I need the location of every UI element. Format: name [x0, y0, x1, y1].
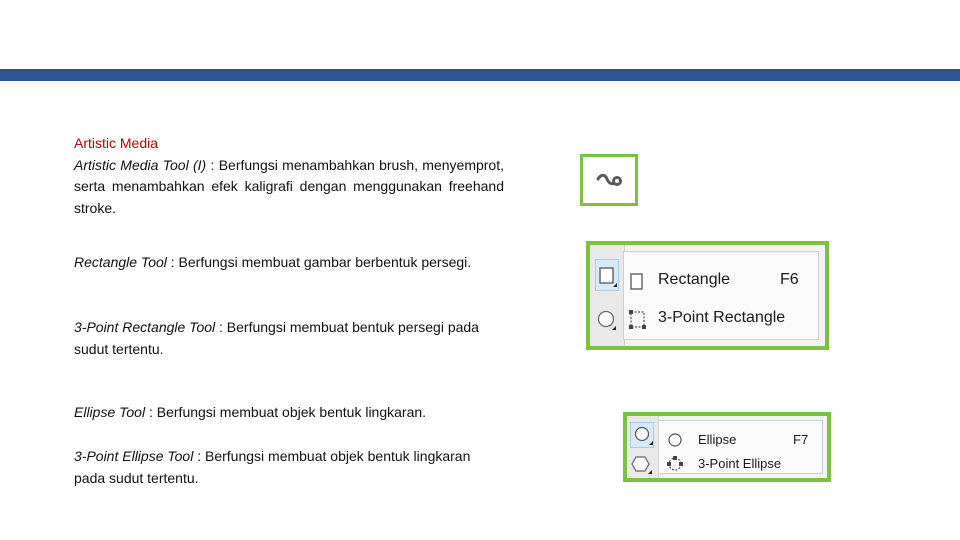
menu-item-rectangle-label: Rectangle	[658, 271, 731, 288]
ellipse-toolbox-icon	[631, 423, 655, 449]
menu-item-three-point-ellipse-label: 3-Point Ellipse	[698, 456, 782, 471]
ellipse-toolbox-button[interactable]	[595, 305, 619, 335]
ellipse-icon	[667, 432, 683, 448]
ellipse-flyout-menu	[658, 420, 823, 474]
menu-item-three-point-rectangle[interactable]	[624, 302, 818, 336]
artistic-media-section	[74, 133, 504, 219]
ellipse-description: : Berfungsi membuat objek bentuk lingkaran.	[145, 404, 427, 420]
three-point-ellipse-section	[74, 446, 484, 489]
polygon-toolbox-button[interactable]	[630, 452, 654, 476]
polygon-tool-icon	[630, 452, 654, 476]
menu-item-rectangle[interactable]	[624, 264, 818, 298]
ellipse-tool-name: Ellipse Tool	[74, 404, 146, 420]
artistic-media-icon	[595, 170, 625, 192]
rectangle-icon	[628, 272, 646, 292]
three-point-ellipse-description: : Berfungsi membuat objek bentuk lingkaran pada sudut tertentu.	[74, 448, 471, 486]
rectangle-tool-icon	[596, 260, 620, 292]
rectangle-paragraph	[74, 252, 504, 274]
ellipse-tool-icon	[595, 305, 619, 335]
three-point-ellipse-paragraph	[74, 446, 484, 489]
three-point-rectangle-description: : Berfungsi membuat bentuk persegi pada sudut tertentu.	[74, 319, 479, 357]
menu-item-rectangle-shortcut: F6	[780, 271, 799, 288]
rectangle-flyout-menu	[623, 251, 819, 340]
three-point-rectangle-paragraph	[74, 317, 514, 360]
menu-item-three-point-rectangle-label: 3-Point Rectangle	[658, 309, 786, 326]
ellipse-toolbox-strip	[627, 416, 659, 478]
artistic-media-heading: Artistic Media	[74, 135, 159, 151]
artistic-media-paragraph	[74, 155, 504, 220]
rectangle-toolbox-strip	[590, 245, 625, 346]
artistic-media-tool-name: Artistic Media Tool (I)	[74, 156, 207, 173]
ellipse-paragraph	[74, 402, 514, 424]
header-accent-bar	[0, 69, 960, 81]
rectangle-tool-name: Rectangle Tool	[74, 254, 167, 270]
rectangle-description: : Berfungsi membuat gambar berbentuk persegi.	[166, 254, 472, 270]
ellipse-section	[74, 402, 514, 424]
ellipse-toolbox-active-button[interactable]	[630, 422, 654, 448]
artistic-media-tool-button[interactable]	[580, 154, 638, 206]
menu-item-three-point-ellipse[interactable]	[659, 451, 822, 475]
ellipse-flyout-panel	[623, 412, 831, 482]
three-point-rectangle-tool-name: 3-Point Rectangle Tool	[74, 319, 216, 335]
artistic-media-description: : Berfungsi menambahkan brush, menyemprot, serta menambahkan efek kaligrafi dengan menggunakan freehand stroke.	[74, 156, 505, 216]
three-point-rectangle-icon	[627, 308, 649, 332]
rectangle-flyout-panel	[586, 241, 829, 350]
menu-item-ellipse-shortcut: F7	[793, 432, 809, 447]
menu-item-ellipse-label: Ellipse	[698, 432, 737, 447]
three-point-ellipse-tool-name: 3-Point Ellipse Tool	[74, 448, 194, 464]
rectangle-section	[74, 252, 504, 274]
rectangle-toolbox-button[interactable]	[595, 259, 619, 291]
three-point-rectangle-section	[74, 317, 514, 360]
three-point-ellipse-icon	[665, 454, 685, 474]
menu-item-ellipse[interactable]	[659, 427, 822, 451]
